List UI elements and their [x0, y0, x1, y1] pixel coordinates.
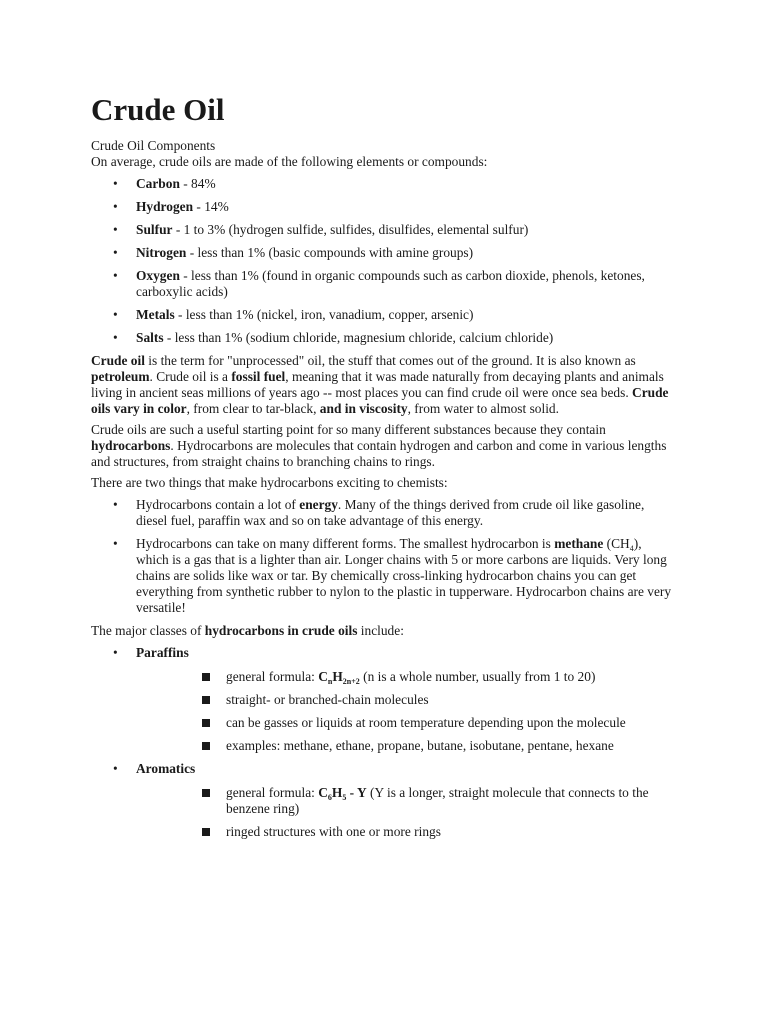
text-run: general formula: — [226, 785, 319, 800]
element-desc: - less than 1% (basic compounds with amine groups) — [186, 245, 474, 260]
formula-part: - Y — [346, 785, 367, 800]
element-name: Metals — [136, 307, 175, 322]
list-item — [91, 330, 676, 346]
hydrocarbons-paragraph — [91, 422, 676, 470]
list-item — [91, 176, 676, 192]
class-name: Aromatics — [136, 761, 196, 776]
list-item — [136, 785, 676, 817]
bullet-icon: • — [113, 536, 118, 551]
list-item — [91, 199, 676, 215]
text-run: is the term for "unprocessed" oil, the stuff that comes out of the ground. It is also known as — [144, 353, 636, 368]
bold-term: hydrocarbons in crude oils — [204, 623, 358, 638]
bullet-icon: • — [113, 761, 118, 776]
element-desc: - 14% — [193, 199, 229, 214]
formula-part: C — [318, 785, 328, 800]
element-desc: - 84% — [179, 176, 216, 191]
element-name: Carbon — [136, 176, 180, 191]
bold-term: and in viscosity — [319, 401, 408, 416]
bold-term: Crude oil — [91, 353, 145, 368]
element-name: Nitrogen — [136, 245, 187, 260]
text-run: Hydrocarbons can take on many different forms. The smallest hydrocarbon is — [136, 536, 555, 551]
crude-oil-paragraph — [91, 353, 676, 417]
bullet-icon: • — [113, 222, 118, 237]
document-body — [91, 92, 676, 847]
text-run: Hydrocarbons contain a lot of — [136, 497, 300, 512]
list-item — [136, 669, 676, 685]
square-bullet-icon — [202, 719, 210, 727]
formula — [318, 785, 366, 800]
paraffins-sublist — [136, 669, 676, 754]
class-aromatics — [91, 761, 676, 840]
element-desc: - 1 to 3% (hydrogen sulfide, sulfides, disulfides, elemental sulfur) — [172, 222, 529, 237]
element-desc: - less than 1% (found in organic compounds such as carbon dioxide, phenols, ketones, carboxylic acids) — [136, 268, 645, 299]
bullet-icon: • — [113, 645, 118, 660]
square-bullet-icon — [202, 742, 210, 750]
text-run: , from clear to tar-black, — [186, 401, 320, 416]
text-run: (n is a whole number, usually from 1 to 20) — [359, 669, 596, 684]
square-bullet-icon — [202, 789, 210, 797]
list-item: can be gasses or liquids at room temperature depending upon the molecule — [136, 715, 676, 731]
subscript: 6 — [327, 793, 332, 802]
text-run: . Many of the things derived from crude oil like gasoline, diesel fuel, paraffin wax and so on take advantage of this energy. — [136, 497, 645, 528]
text-run: (Y is a longer, straight molecule that connects to the benzene ring) — [226, 785, 649, 816]
intro-text: On average, crude oils are made of the following elements or compounds: — [91, 154, 488, 169]
text-run: ), which is a gas that is a lighter than air. Longer chains with 5 or more carbons are liquids. Very long chains are solids like wax or tar. By chemically cross-linking hydrocarbon chains you can get everything from synthetic rubber to nylon to the plastic in tupperware. Hydrocarbon chains are very versatile! — [136, 536, 672, 615]
bold-term: fossil fuel — [231, 369, 286, 384]
bullet-icon: • — [113, 330, 118, 345]
classes-paragraph — [91, 623, 676, 639]
element-name: Salts — [136, 330, 164, 345]
section-subtitle: Crude Oil Components — [91, 138, 216, 153]
text-run: The major classes of — [91, 623, 205, 638]
element-desc: - less than 1% (sodium chloride, magnesium chloride, calcium chloride) — [163, 330, 554, 345]
list-item — [91, 245, 676, 261]
square-bullet-icon — [202, 673, 210, 681]
element-name: Sulfur — [136, 222, 173, 237]
page-title: Crude Oil — [91, 92, 225, 127]
formula-part: C — [318, 669, 328, 684]
list-item — [91, 307, 676, 323]
class-name: Paraffins — [136, 645, 189, 660]
bullet-icon: • — [113, 176, 118, 191]
element-name: Hydrogen — [136, 199, 194, 214]
bullet-icon: • — [113, 307, 118, 322]
text-run: , from water to almost solid. — [407, 401, 559, 416]
bullet-icon: • — [113, 199, 118, 214]
element-name: Oxygen — [136, 268, 180, 283]
bold-term: methane — [554, 536, 604, 551]
subscript: n — [327, 677, 333, 686]
aromatics-sublist — [136, 785, 676, 840]
classes-list — [91, 645, 676, 840]
list-item: ringed structures with one or more rings — [136, 824, 676, 840]
bullet-icon: • — [113, 268, 118, 283]
formula-part: H — [331, 785, 343, 800]
square-bullet-icon — [202, 828, 210, 836]
list-item — [91, 497, 676, 529]
bullet-icon: • — [113, 497, 118, 512]
formula — [318, 669, 360, 684]
text-run: general formula: — [226, 669, 319, 684]
subscript: 2n+2 — [342, 677, 360, 686]
text-run: Crude oils are such a useful starting point for so many different substances because they contain — [91, 422, 606, 437]
bold-term: energy — [299, 497, 338, 512]
list-item — [91, 222, 676, 238]
bold-term: Crude oils vary in color — [91, 385, 669, 416]
subscript: 4 — [629, 544, 634, 553]
text-run: . Hydrocarbons are molecules that contain hydrogen and carbon and come in various lengths and structures, from straight chains to branching chains to rings. — [91, 438, 667, 469]
list-item — [91, 268, 676, 300]
subscript: 5 — [342, 793, 347, 802]
bold-term: hydrocarbons — [91, 438, 171, 453]
square-bullet-icon — [202, 696, 210, 704]
reasons-list — [91, 497, 676, 616]
list-item: straight- or branched-chain molecules — [136, 692, 676, 708]
elements-list — [91, 176, 676, 346]
formula-part: H — [332, 669, 343, 684]
exciting-paragraph: There are two things that make hydrocarbons exciting to chemists: — [91, 475, 448, 490]
class-paraffins — [91, 645, 676, 754]
text-run: include: — [357, 623, 404, 638]
text-run: . Crude oil is a — [149, 369, 232, 384]
bullet-icon: • — [113, 245, 118, 260]
list-item — [91, 536, 676, 616]
bold-term: petroleum — [91, 369, 150, 384]
list-item: examples: methane, ethane, propane, butane, isobutane, pentane, hexane — [136, 738, 676, 754]
element-desc: - less than 1% (nickel, iron, vanadium, copper, arsenic) — [174, 307, 474, 322]
text-run: (CH — [603, 536, 630, 551]
text-run: , meaning that it was made naturally from decaying plants and animals living in ancient seas millions of years ago -- most places you can find crude oil were once sea beds. — [91, 369, 664, 400]
